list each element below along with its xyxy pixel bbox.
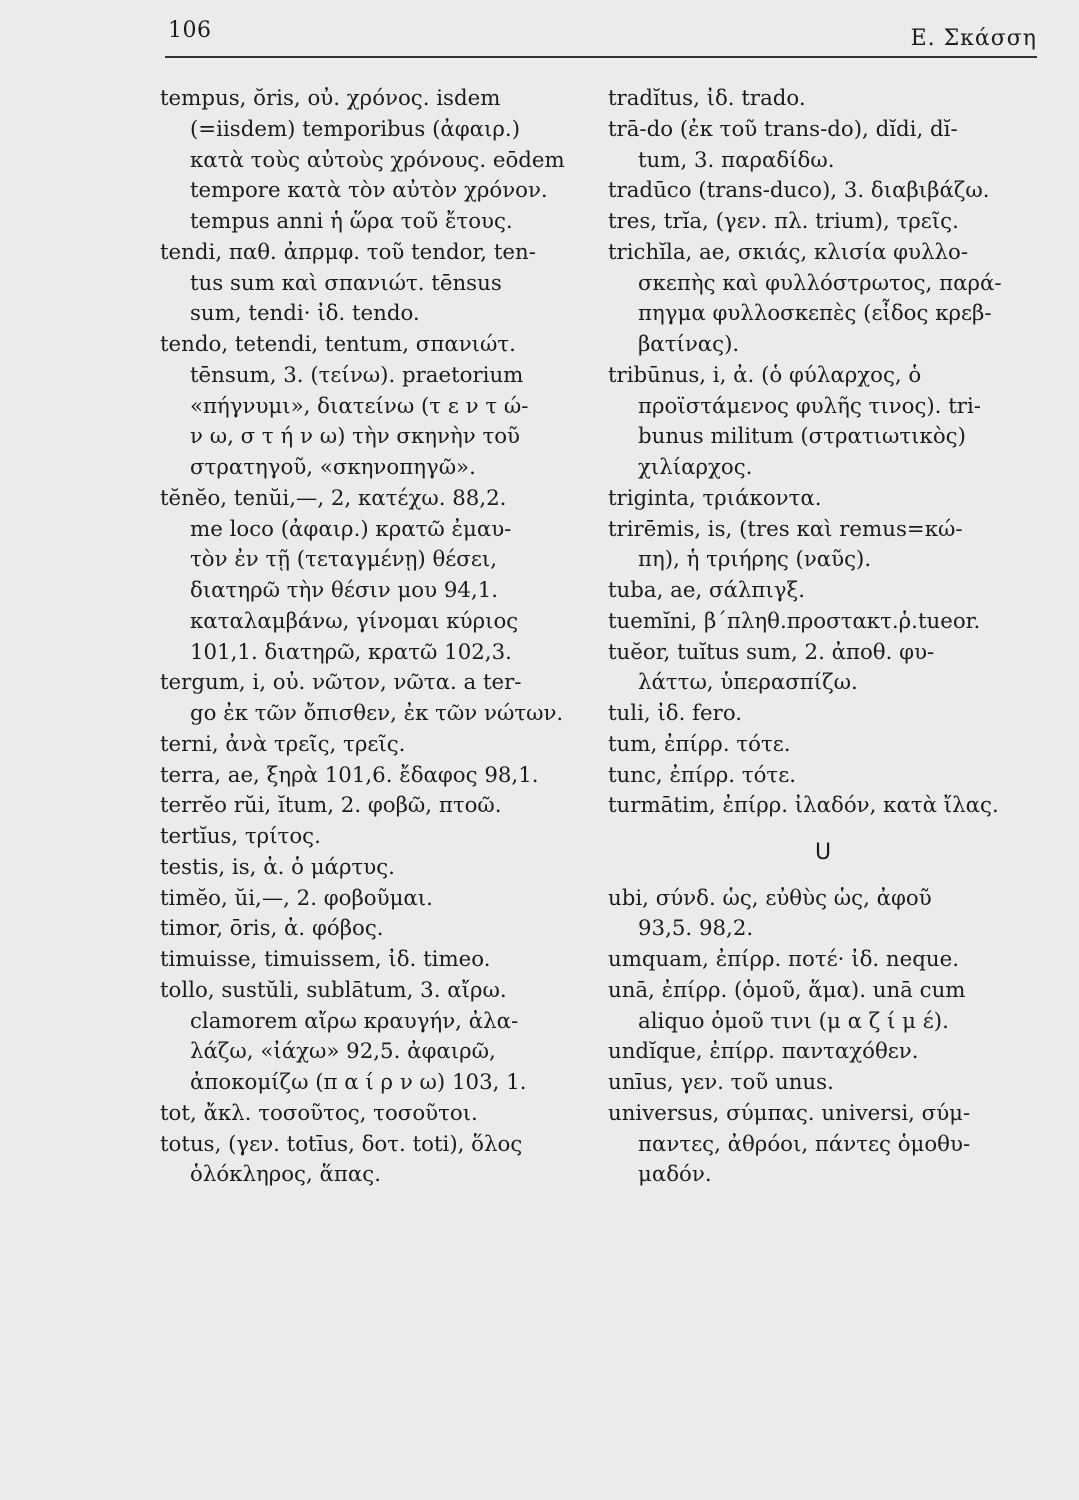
- dictionary-entry-line: tradūco (trans-duco), 3. διαβιβάζω.: [608, 178, 990, 204]
- dictionary-entry-line: undĭque, ἐπίρρ. πανταχόθεν.: [608, 1039, 919, 1065]
- dictionary-entry-line: universus, σύμπας. universi, σύμ-: [608, 1100, 971, 1126]
- entry-continuation-line: tēnsum, 3. (τείνω). praetorium: [190, 362, 524, 388]
- right-column: [608, 84, 1038, 1191]
- dictionary-entry-line: tuĕor, tuĭtus sum, 2. ἀποθ. φυ-: [608, 639, 935, 665]
- dictionary-entry-line: tempus, ŏris, οὐ. χρόνος. isdem: [160, 86, 501, 111]
- entry-continuation-line: tempore κατὰ τὸν αὐτὸν χρόνον.: [190, 178, 548, 204]
- dictionary-entry-line: unīus, γεν. τοῦ unus.: [608, 1070, 834, 1095]
- entry-continuation-line: clamorem αἴρω κραυγήν, ἀλα-: [190, 1008, 519, 1034]
- dictionary-entry-line: timuisse, timuissem, ἰδ. timeo.: [160, 947, 491, 972]
- dictionary-entry-line: tribūnus, i, ἀ. (ὁ φύλαρχος, ὁ: [608, 362, 922, 388]
- entry-continuation-line: ν ω, σ τ ή ν ω) τὴν σκηνὴν τοῦ: [190, 424, 521, 450]
- entry-continuation-line: ὁλόκληρος, ἅπας.: [190, 1162, 381, 1188]
- dictionary-entry-line: tendo, tetendi, tentum, σπανιώτ.: [160, 332, 516, 357]
- entry-continuation-line: πηγμα φυλλοσκεπὲς (εἶδος κρεβ-: [638, 301, 992, 327]
- dictionary-entry-line: ubi, σύνδ. ὡς, εὐθὺς ὡς, ἀφοῦ: [608, 885, 932, 911]
- entry-continuation-line: διατηρῶ τὴν θέσιν μου 94,1.: [190, 578, 499, 603]
- entry-continuation-line: tum, 3. παραδίδω.: [638, 147, 835, 173]
- entry-continuation-line: πη), ἡ τριήρης (ναῦς).: [638, 547, 872, 573]
- dictionary-entry-line: trichĭla, ae, σκιάς, κλισία φυλλο-: [608, 239, 969, 265]
- entry-continuation-line: 93,5. 98,2.: [638, 916, 754, 942]
- entry-continuation-line: κατὰ τοὺς αὐτοὺς χρόνους. eōdem: [190, 147, 565, 173]
- dictionary-entry-line: triginta, τριάκοντα.: [608, 485, 822, 511]
- dictionary-entry-line: tĕnĕo, tenŭi,—, 2, κατέχω. 88,2.: [160, 485, 507, 511]
- dictionary-entry-line: tradĭtus, ἰδ. trado.: [608, 86, 806, 111]
- entry-continuation-line: (=iisdem) temporibus (ἀφαιρ.): [190, 116, 520, 142]
- entry-continuation-line: bunus militum (στρατιωτικὸς): [638, 424, 966, 450]
- dictionary-entry-line: timĕo, ŭi,—, 2. φοβοῦμαι.: [160, 885, 433, 911]
- entry-continuation-line: ἀποκομίζω (π α ί ρ ν ω) 103, 1.: [190, 1070, 527, 1095]
- running-header-author: Ε. Σκάσση: [910, 26, 1037, 51]
- entry-continuation-line: «πήγνυμι», διατείνω (τ ε ν τ ώ-: [190, 393, 529, 419]
- entry-continuation-line: προϊστάμενος φυλῆς τινος). tri-: [638, 393, 981, 419]
- dictionary-entry-line: timor, ōris, ἀ. φόβος.: [160, 916, 384, 942]
- dictionary-entry-line: terrĕo rŭi, ĭtum, 2. φοβῶ, πτοῶ.: [160, 793, 502, 819]
- entry-continuation-line: 101,1. διατηρῶ, κρατῶ 102,3.: [190, 639, 512, 665]
- dictionary-entry-line: tum, ἐπίρρ. τότε.: [608, 731, 791, 757]
- entry-continuation-line: tus sum καὶ σπανιώτ. tēnsus: [190, 270, 502, 296]
- dictionary-entry-line: tres, trĭa, (γεν. πλ. trium), τρεῖς.: [608, 209, 959, 234]
- entry-continuation-line: tempus anni ἡ ὥρα τοῦ ἔτους.: [190, 209, 513, 234]
- entry-continuation-line: σκεπὴς καὶ φυλλόστρωτος, παρά-: [638, 270, 1002, 296]
- entry-continuation-line: μαδόν.: [638, 1162, 712, 1188]
- entry-continuation-line: καταλαμβάνω, γίνομαι κύριος: [190, 608, 519, 634]
- entry-continuation-line: βατίνας).: [638, 332, 740, 357]
- dictionary-entry-line: tuba, ae, σάλπιγξ.: [608, 578, 805, 603]
- entry-continuation-line: go ἐκ τῶν ὄπισθεν, ἐκ τῶν νώτων.: [190, 701, 564, 726]
- dictionary-entry-line: terra, ae, ξηρὰ 101,6. ἔδαφος 98,1.: [160, 762, 539, 788]
- dictionary-entry-line: trā-do (ἐκ τοῦ trans-do), dĭdi, dĭ-: [608, 116, 958, 142]
- entry-continuation-line: στρατηγοῦ, «σκηνοπηγῶ».: [190, 455, 476, 480]
- dictionary-entry-line: tertĭus, τρίτος.: [160, 824, 321, 849]
- dictionary-entry-line: tunc, ἐπίρρ. τότε.: [608, 762, 797, 788]
- dictionary-entry-line: tergum, i, οὐ. νῶτον, νῶτα. a ter-: [160, 670, 522, 696]
- dictionary-entry-line: tendi, παθ. ἀπρμφ. τοῦ tendor, ten-: [160, 239, 536, 265]
- entry-continuation-line: λάζω, «ἰάχω» 92,5. ἀφαιρῶ,: [190, 1039, 496, 1065]
- dictionary-entry-line: umquam, ἐπίρρ. ποτέ· ἰδ. neque.: [608, 947, 959, 972]
- dictionary-entry-line: terni, ἀνὰ τρεῖς, τρεῖς.: [160, 731, 406, 757]
- entry-continuation-line: χιλίαρχος.: [638, 455, 753, 480]
- dictionary-entry-line: tuli, ἰδ. fero.: [608, 701, 743, 726]
- dictionary-entry-line: unā, ἐπίρρ. (ὁμοῦ, ἅμα). unā cum: [608, 977, 966, 1003]
- dictionary-entry-line: tuemĭni, β΄πληθ.προστακτ.ῥ.tueor.: [608, 608, 981, 634]
- left-column: [160, 84, 585, 1191]
- entry-continuation-line: me loco (ἀφαιρ.) κρατῶ ἐμαυ-: [190, 516, 512, 542]
- dictionary-entry-line: tollo, sustŭli, sublātum, 3. αἴρω.: [160, 977, 507, 1003]
- dictionary-entry-line: turmātim, ἐπίρρ. ἰλαδόν, κατὰ ἴλας.: [608, 793, 999, 819]
- dictionary-entry-line: testis, is, ἀ. ὁ μάρτυς.: [160, 854, 395, 880]
- section-letter-heading: U: [814, 840, 832, 865]
- entry-continuation-line: aliquo ὁμοῦ τινι (μ α ζ ί μ έ).: [638, 1008, 949, 1034]
- dictionary-entry-line: tot, ἄκλ. τοσοῦτος, τοσοῦτοι.: [160, 1100, 478, 1126]
- entry-continuation-line: τὸν ἐν τῇ (τεταγμένῃ) θέσει,: [190, 547, 497, 573]
- header-rule: [165, 56, 1037, 58]
- page-number: 106: [168, 18, 212, 43]
- entry-continuation-line: sum, tendi· ἰδ. tendo.: [190, 301, 420, 327]
- dictionary-entry-line: totus, (γεν. totīus, δοτ. toti), ὅλος: [160, 1131, 523, 1157]
- entry-continuation-line: λάττω, ὑπερασπίζω.: [638, 670, 858, 696]
- entry-continuation-line: παντες, ἀθρόοι, πάντες ὁμοθυ-: [638, 1131, 971, 1157]
- dictionary-entry-line: trirēmis, is, (tres καὶ remus=κώ-: [608, 516, 963, 542]
